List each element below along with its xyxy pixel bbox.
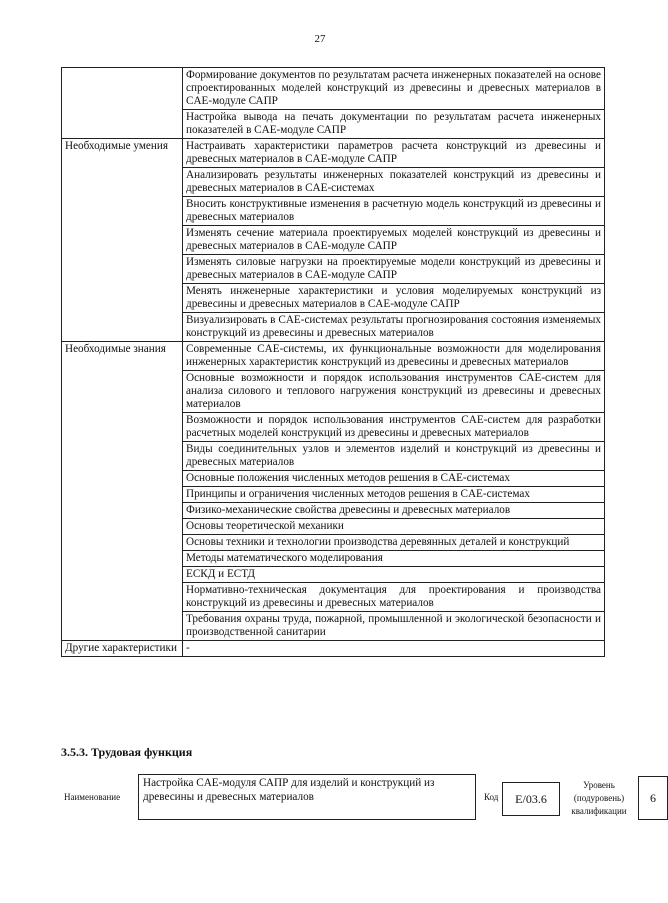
labor-function-header [61, 774, 656, 824]
skill-item: Менять инженерные характеристики и условия моделируемых конструкций из древесины и древесных материалов в CAE-модуле САПР [183, 284, 605, 313]
code-label: Код [484, 792, 499, 802]
knowledge-item: Основы теоретической механики [183, 519, 605, 535]
knowledge-item: Возможности и порядок использования инструментов CAE-систем для разработки расчетных моделей конструкций из древесины и древесных материалов [183, 413, 605, 442]
table-row [62, 342, 605, 371]
knowledge-item: Требования охраны труда, пожарной, промышленной и экологической безопасности и производственной санитарии [183, 612, 605, 641]
other-characteristics-label: Другие характеристики [62, 641, 183, 657]
knowledge-item: ЕСКД и ЕСТД [183, 567, 605, 583]
qualification-level-label: Уровень (подуровень) квалификации [571, 780, 627, 816]
table-row [62, 641, 605, 657]
table-row [62, 68, 605, 110]
knowledge-item: Нормативно-техническая документация для проектирования и производства конструкций из древесины и древесных материалов [183, 583, 605, 612]
skill-item: Вносить конструктивные изменения в расчетную модель конструкций из древесины и древесных материалов [183, 197, 605, 226]
skill-item: Изменять сечение материала проектируемых моделей конструкций из древесины и древесных материалов в CAE-модуле САПР [183, 226, 605, 255]
knowledge-item: Основные положения численных методов решения в CAE-системах [183, 471, 605, 487]
qualification-level: 6 [638, 776, 668, 820]
function-name: Настройка CAE-модуля САПР для изделий и конструкций из древесины и древесных материалов [138, 774, 476, 820]
knowledge-label: Необходимые знания [62, 342, 183, 641]
knowledge-item: Виды соединительных узлов и элементов изделий и конструкций из древесины и древесных материалов [183, 442, 605, 471]
knowledge-item: Основные возможности и порядок использования инструментов CAE-систем для анализа силового и теплового нагружения конструкций из древесины и древесных материалов [183, 371, 605, 413]
skill-item: Настраивать характеристики параметров расчета конструкций из древесины и древесных материалов в CAE-модуле САПР [183, 139, 605, 168]
skill-item: Изменять силовые нагрузки на проектируемые модели конструкций из древесины и древесных материалов в CAE-модуле САПР [183, 255, 605, 284]
table-row [62, 139, 605, 168]
list-item: Формирование документов по результатам расчета инженерных показателей на основе спроектированных моделей конструкций из древесины и древесных материалов в CAE-модуле САПР [183, 68, 605, 110]
knowledge-item: Основы техники и технологии производства деревянных деталей и конструкций [183, 535, 605, 551]
knowledge-item: Методы математического моделирования [183, 551, 605, 567]
knowledge-item: Принципы и ограничения численных методов решения в CAE-системах [183, 487, 605, 503]
knowledge-item: Современные CAE-системы, их функциональные возможности для моделирования инженерных характеристик конструкций из древесины и древесных материалов [183, 342, 605, 371]
page-number: 27 [314, 33, 326, 45]
empty-label-cell [62, 68, 183, 139]
function-code: E/03.6 [502, 782, 560, 816]
list-item: Настройка вывода на печать документации по результатам расчета инженерных показателей в CAE-модуле САПР [183, 110, 605, 139]
knowledge-item: Физико-механические свойства древесины и древесных материалов [183, 503, 605, 519]
other-characteristics-value: - [183, 641, 605, 657]
skill-item: Визуализировать в CAE-системах результаты прогнозирования состояния изменяемых конструкций из древесины и древесных материалов [183, 313, 605, 342]
section-title: 3.5.3. Трудовая функция [61, 745, 193, 759]
skill-item: Анализировать результаты инженерных показателей конструкций из древесины и древесных материалов в CAE-системах [183, 168, 605, 197]
name-label: Наименование [64, 792, 121, 802]
requirements-table [61, 67, 605, 657]
skills-label: Необходимые умения [62, 139, 183, 342]
